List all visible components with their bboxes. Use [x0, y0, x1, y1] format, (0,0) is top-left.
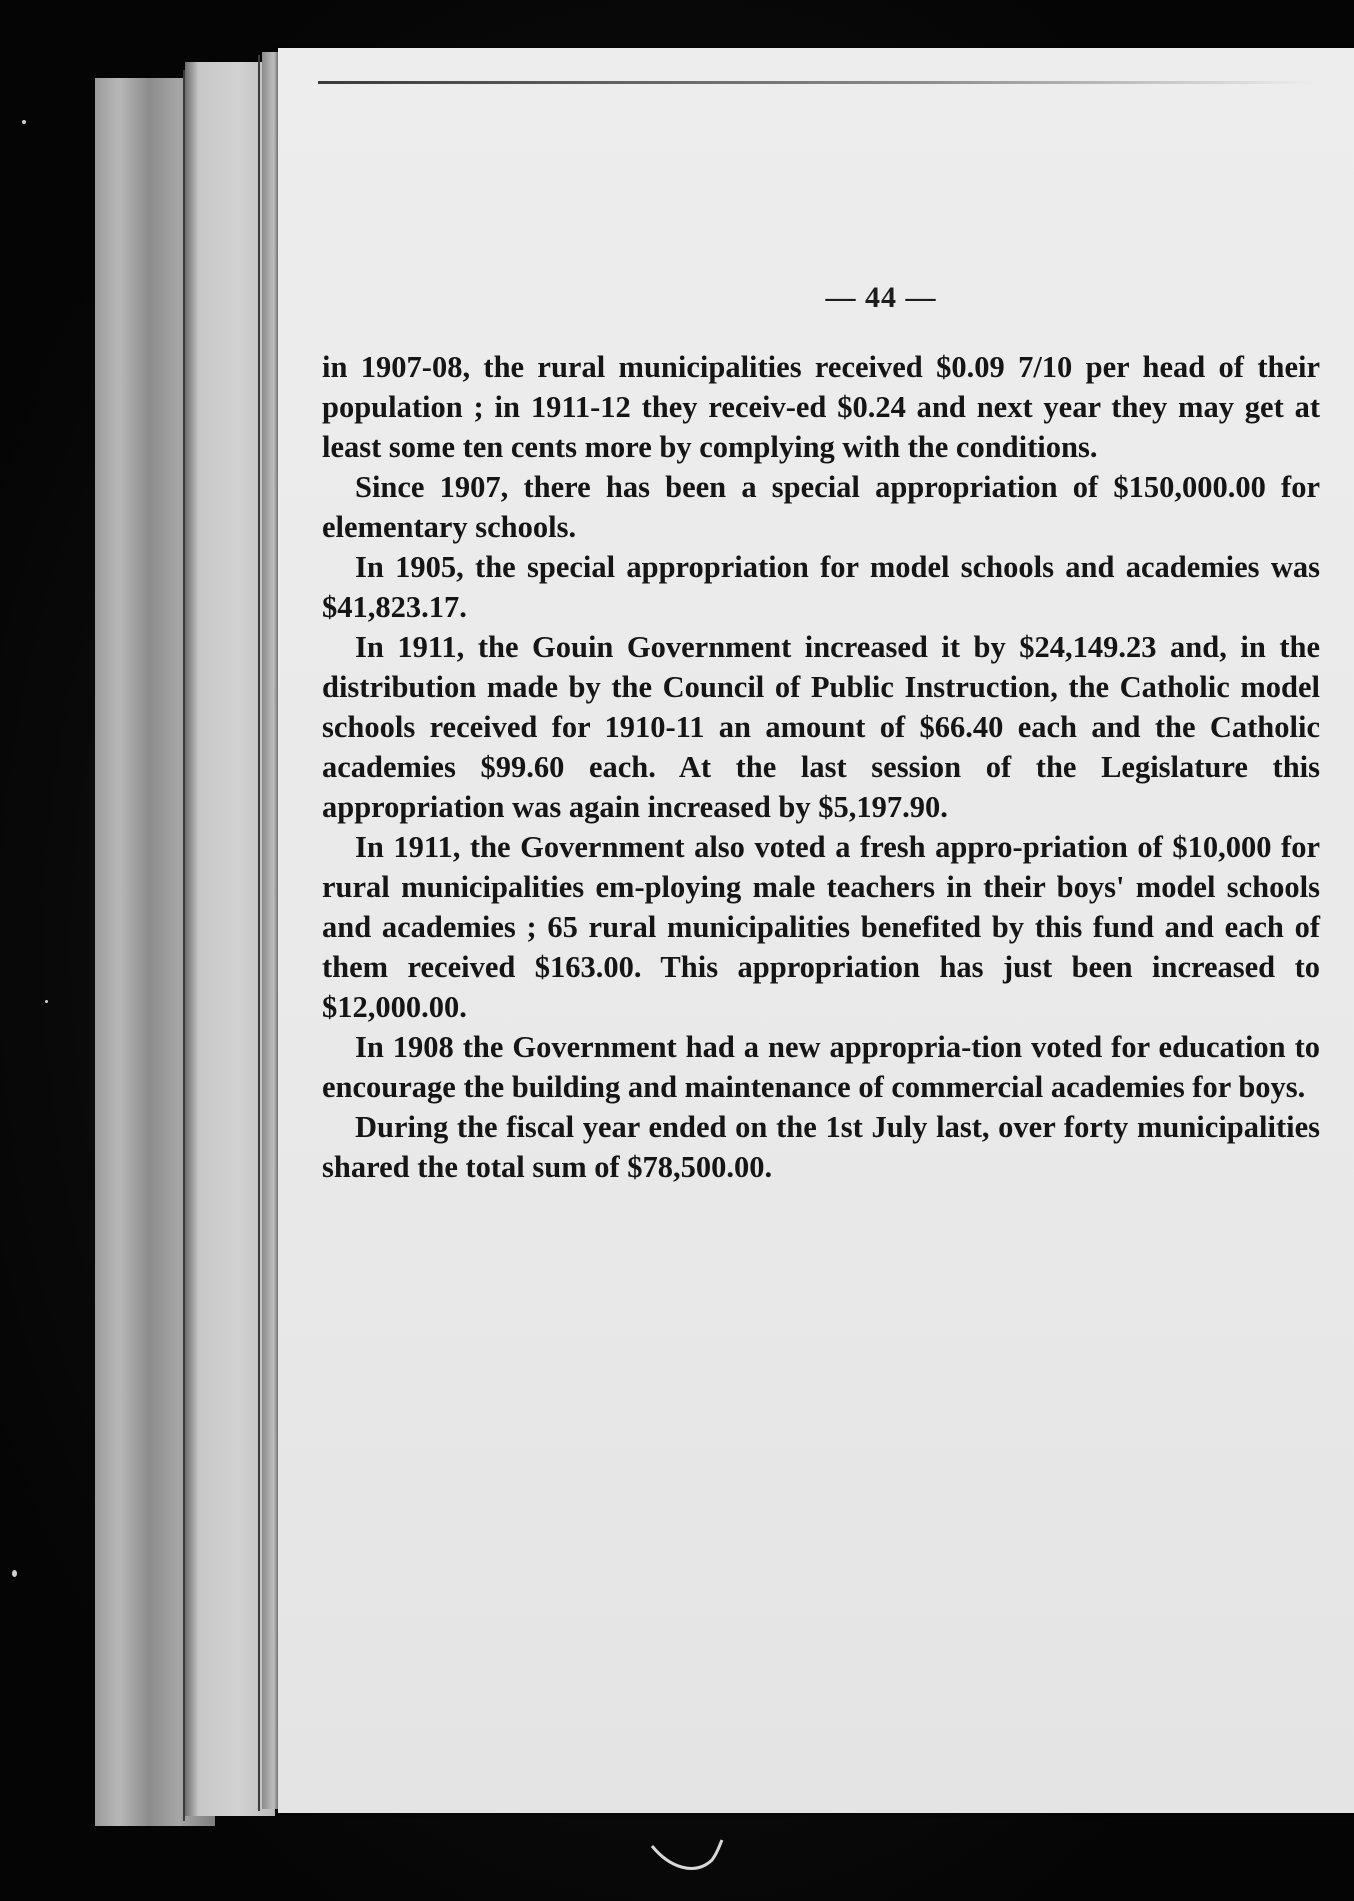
page-number: — 44 —	[825, 281, 937, 314]
paragraph: in 1907-08, the rural municipalities received $0.09 7/10 per head of their population ; in 1911-12 they receiv-ed $0.24 and next year they may get at least some ten cents more by complying with the conditions.	[322, 350, 1320, 464]
scan-speck	[22, 120, 26, 124]
paragraph: In 1908 the Government had a new appropria-tion voted for education to encourage the building and maintenance of commercial academies for boys.	[322, 1030, 1320, 1104]
page-edge-line	[183, 70, 185, 1821]
paragraph: Since 1907, there has been a special appropriation of $150,000.00 for elementary schools.	[322, 470, 1320, 544]
page-top-rule	[318, 81, 1314, 84]
scan-artifact-mark	[650, 1838, 730, 1878]
paragraph: During the fiscal year ended on the 1st July last, over forty municipalities shared the total sum of $78,500.00.	[322, 1110, 1320, 1184]
body-text	[322, 347, 1320, 1187]
page-edge-line	[258, 55, 260, 1811]
paragraph: In 1905, the special appropriation for model schools and academies was $41,823.17.	[322, 550, 1320, 624]
paragraph: In 1911, the Gouin Government increased it by $24,149.23 and, in the distribution made by the Council of Public Instruction, the Catholic model schools received for 1910-11 an amount of $66.40 each and the Catholic academies $99.60 each. At the last session of the Legislature this appropriation was again increased by $5,197.90.	[322, 630, 1320, 824]
scan-speck	[12, 1570, 17, 1577]
scan-speck	[45, 1000, 48, 1003]
paragraph: In 1911, the Government also voted a fresh appro-priation of $10,000 for rural municipalities em-ploying male teachers in their boys' model schools and academies ; 65 rural municipalities benefited by this fund and each of them received $163.00. This appropriation has just been increased to $12,000.00.	[322, 830, 1320, 1024]
